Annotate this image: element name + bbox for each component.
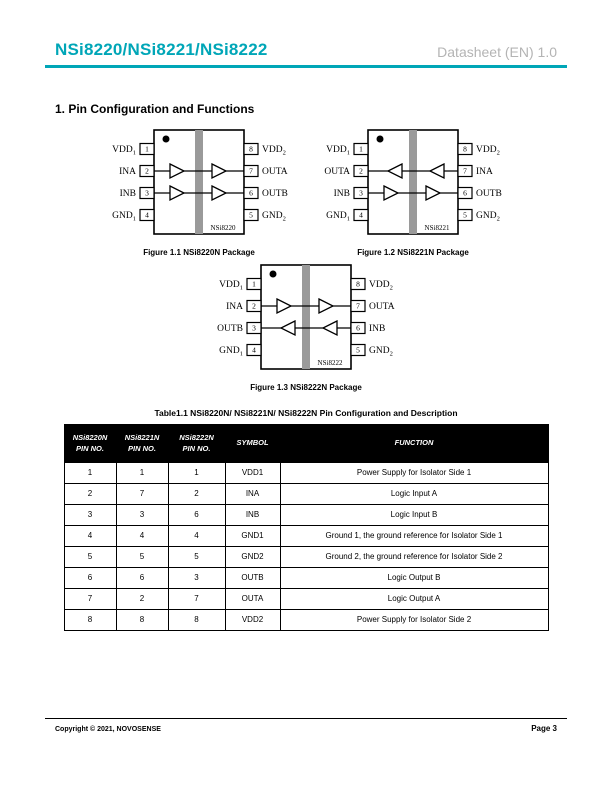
table-cell: 4 — [116, 525, 168, 546]
pin-label: OUTB — [476, 188, 502, 199]
pin-label: INB — [333, 188, 350, 199]
pin-number: 8 — [249, 144, 253, 153]
pin-number: 8 — [356, 279, 360, 288]
figure-block — [92, 126, 306, 257]
table-cell: 6 — [116, 567, 168, 588]
figure-caption: Figure 1.1 NSi8220N Package — [143, 247, 255, 257]
section-heading: 1. Pin Configuration and Functions — [55, 101, 255, 116]
column-header: FUNCTION — [280, 424, 548, 462]
pin-number: 4 — [359, 210, 363, 219]
pin-number: 1 — [145, 144, 149, 153]
pin-label: $VDD_1$ — [326, 144, 350, 156]
pin-table-header — [64, 424, 548, 462]
figure-row-top — [45, 126, 567, 257]
chip-part-label: NSi8221 — [424, 223, 450, 232]
pin-number: 6 — [249, 188, 253, 197]
table-cell: Logic Input B — [280, 504, 548, 525]
table-row — [64, 546, 548, 567]
table-cell: INA — [225, 483, 280, 504]
pin1-dot — [377, 135, 384, 142]
pin-number: 7 — [249, 166, 253, 175]
pin-label: $VDD_2$ — [262, 144, 286, 156]
pin-label: $GND_2$ — [262, 210, 286, 222]
table-cell: INB — [225, 504, 280, 525]
pin-number: 5 — [463, 210, 467, 219]
package-diagram — [92, 126, 306, 242]
table-header-row — [64, 424, 548, 462]
pin-label: INB — [369, 323, 386, 334]
pin-number: 4 — [145, 210, 149, 219]
pin-label: OUTA — [324, 166, 350, 177]
figure-row-bottom — [45, 261, 567, 392]
chip-part-label: NSi8220 — [210, 223, 236, 232]
table-cell: GND2 — [225, 546, 280, 567]
datasheet-version: Datasheet (EN) 1.0 — [437, 44, 557, 60]
column-header: NSi8221N PIN NO. — [116, 424, 168, 462]
table-cell: 7 — [64, 588, 116, 609]
pin-number: 6 — [356, 323, 360, 332]
table-cell: 3 — [64, 504, 116, 525]
pin-label: OUTB — [262, 188, 288, 199]
pin-label: $VDD_1$ — [219, 279, 243, 291]
table-cell: 6 — [168, 504, 225, 525]
header-divider — [45, 65, 567, 68]
table-cell: OUTA — [225, 588, 280, 609]
table-row — [64, 588, 548, 609]
pin-label: $GND_1$ — [112, 210, 136, 222]
table-cell: 4 — [64, 525, 116, 546]
table-cell: 1 — [116, 462, 168, 483]
page-footer — [45, 718, 567, 733]
isolation-barrier — [409, 130, 417, 234]
pin-number: 5 — [356, 345, 360, 354]
pin-number: 7 — [463, 166, 467, 175]
chip-part-label: NSi8222 — [317, 358, 343, 367]
pin-number: 3 — [145, 188, 149, 197]
pin1-dot — [270, 270, 277, 277]
table-cell: 2 — [116, 588, 168, 609]
table-cell: 4 — [168, 525, 225, 546]
pin-label: $GND_1$ — [219, 345, 243, 357]
pin-label: INB — [119, 188, 136, 199]
table-row — [64, 462, 548, 483]
table-cell: Logic Output B — [280, 567, 548, 588]
table-cell: Ground 2, the ground reference for Isolator Side 2 — [280, 546, 548, 567]
pin-table-body — [64, 462, 548, 630]
table-row — [64, 483, 548, 504]
table-row — [64, 525, 548, 546]
pin-number: 7 — [356, 301, 360, 310]
pin-number: 2 — [359, 166, 363, 175]
pin-number: 6 — [463, 188, 467, 197]
table-cell: 1 — [64, 462, 116, 483]
pin-label: INA — [476, 166, 493, 177]
pin-table — [64, 424, 549, 631]
table-cell: Power Supply for Isolator Side 2 — [280, 609, 548, 630]
pin-number: 8 — [463, 144, 467, 153]
copyright-text: Copyright © 2021, NOVOSENSE — [55, 726, 161, 733]
pin-label: INA — [226, 301, 243, 312]
pin-number: 1 — [359, 144, 363, 153]
pin-label: $GND_2$ — [476, 210, 500, 222]
table-cell: 5 — [168, 546, 225, 567]
table-cell: 5 — [64, 546, 116, 567]
table-row — [64, 504, 548, 525]
pin-number: 1 — [252, 279, 256, 288]
isolation-barrier — [195, 130, 203, 234]
table-cell: OUTB — [225, 567, 280, 588]
pin-number: 3 — [252, 323, 256, 332]
pin-number: 2 — [145, 166, 149, 175]
page-number: Page 3 — [531, 724, 557, 733]
column-header: NSi8220N PIN NO. — [64, 424, 116, 462]
pin-label: OUTA — [262, 166, 288, 177]
table-cell: 7 — [116, 483, 168, 504]
pin-label: $VDD_1$ — [112, 144, 136, 156]
pin-label: $GND_1$ — [326, 210, 350, 222]
package-diagram — [306, 126, 520, 242]
table-cell: Power Supply for Isolator Side 1 — [280, 462, 548, 483]
table-row — [64, 609, 548, 630]
table-cell: 1 — [168, 462, 225, 483]
table-cell: VDD1 — [225, 462, 280, 483]
document-title: NSi8220/NSi8221/NSi8222 — [55, 40, 268, 59]
table-cell: 7 — [168, 588, 225, 609]
column-header: SYMBOL — [225, 424, 280, 462]
table-cell: GND1 — [225, 525, 280, 546]
table-cell: 8 — [116, 609, 168, 630]
table-cell: 8 — [64, 609, 116, 630]
pin-label: $VDD_2$ — [369, 279, 393, 291]
table-cell: VDD2 — [225, 609, 280, 630]
pin-label: OUTB — [217, 323, 243, 334]
table-cell: 2 — [64, 483, 116, 504]
table-row — [64, 567, 548, 588]
isolation-barrier — [302, 265, 310, 369]
column-header: NSi8222N PIN NO. — [168, 424, 225, 462]
table-cell: 3 — [116, 504, 168, 525]
pin-label: OUTA — [369, 301, 395, 312]
page-header — [45, 40, 567, 60]
pin-label: INA — [119, 166, 136, 177]
table-cell: Logic Output A — [280, 588, 548, 609]
pin-label: $VDD_2$ — [476, 144, 500, 156]
pin-number: 3 — [359, 188, 363, 197]
pin1-dot — [163, 135, 170, 142]
package-diagram — [199, 261, 413, 377]
pin-number: 2 — [252, 301, 256, 310]
pin-label: $GND_2$ — [369, 345, 393, 357]
pin-number: 4 — [252, 345, 256, 354]
figure-block — [306, 126, 520, 257]
table-cell: 8 — [168, 609, 225, 630]
table-caption: Table1.1 NSi8220N/ NSi8221N/ NSi8222N Pin Configuration and Description — [154, 407, 458, 418]
figure-caption: Figure 1.3 NSi8222N Package — [250, 382, 362, 392]
figure-block — [199, 261, 413, 392]
table-cell: 5 — [116, 546, 168, 567]
table-cell: 6 — [64, 567, 116, 588]
table-cell: 2 — [168, 483, 225, 504]
table-cell: Logic Input A — [280, 483, 548, 504]
pin-number: 5 — [249, 210, 253, 219]
figure-caption: Figure 1.2 NSi8221N Package — [357, 247, 469, 257]
table-cell: Ground 1, the ground reference for Isolator Side 1 — [280, 525, 548, 546]
table-cell: 3 — [168, 567, 225, 588]
